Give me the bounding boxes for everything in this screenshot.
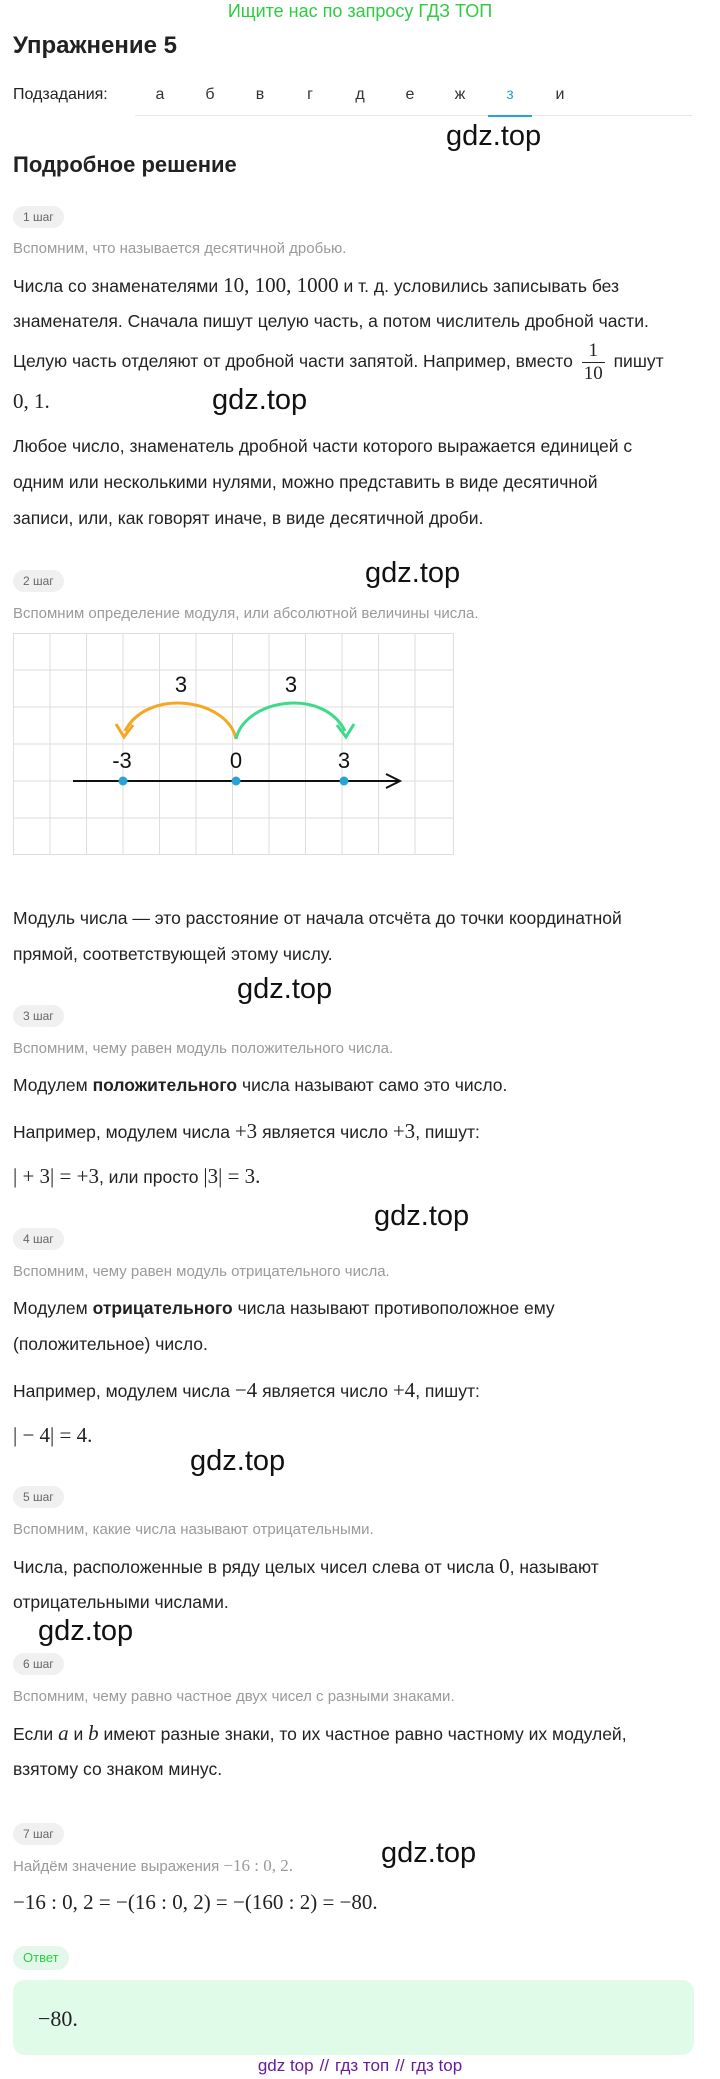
step-7-hint: Найдём значение выражения −16 : 0, 2. <box>13 1856 293 1875</box>
watermark: gdz.top <box>381 1837 477 1869</box>
arc-left-label: 3 <box>174 672 188 697</box>
answer-value: −80. <box>38 2006 78 2031</box>
tab-subtask-d[interactable]: д <box>355 86 365 103</box>
subtasks-tabs <box>135 84 692 116</box>
watermark: gdz.top <box>237 973 333 1005</box>
tab-subtask-v[interactable]: в <box>255 86 265 103</box>
step-5-line-2: отрицательными числами. <box>13 1592 229 1612</box>
arc-left <box>125 703 236 739</box>
step-6-line-2: взятому со знаком минус. <box>13 1759 223 1779</box>
page-title: Упражнение 5 <box>13 32 177 59</box>
step-1-line-7: записи, или, как говорят иначе, в виде десятичной дроби. <box>13 508 484 528</box>
footer-link-gdz-top-ru[interactable]: гдз топ <box>335 2056 390 2075</box>
point-0 <box>232 777 241 786</box>
answer-badge: Ответ <box>13 1946 69 1970</box>
watermark: gdz.top <box>365 557 461 589</box>
arc-right-label: 3 <box>284 672 298 697</box>
arc-right <box>236 703 345 739</box>
step-6-line-1: Если a и b имеют разные знаки, то их частное равно частному их модулей, <box>13 1721 627 1745</box>
step-3-line-1: Модулем положительного числа называют само это число. <box>13 1075 508 1095</box>
tab-subtask-a[interactable]: а <box>155 86 165 103</box>
footer-links <box>0 2054 720 2078</box>
fraction-one-tenth: $\frac{1}{10}$ <box>583 340 603 384</box>
point-minus-3 <box>119 777 128 786</box>
step-4-line-1: Модулем отрицательного числа называют противоположное ему <box>13 1298 555 1318</box>
point-label-3: 3 <box>337 748 351 773</box>
step-1-line-4: 0, 1. <box>13 389 50 413</box>
footer-separator: // <box>319 2056 330 2075</box>
point-3 <box>340 777 349 786</box>
step-1-line-3: Целую часть отделяют от дробной части запятой. Например, вместо $\frac{1}{10}$ пишут <box>13 340 664 384</box>
step-3-line-3: | + 3| = +3, или просто |3| = 3. <box>13 1164 261 1188</box>
step-3-hint: Вспомним, чему равен модуль положительного числа. <box>13 1040 394 1057</box>
number-line-diagram <box>13 633 454 855</box>
step-3-line-2: Например, модулем числа +3 является число +3, пишут: <box>13 1119 480 1143</box>
step-badge-2: 2 шаг <box>13 570 64 592</box>
footer-separator: // <box>395 2056 405 2075</box>
step-1-line-6: одним или несколькими нулями, можно представить в виде десятичной <box>13 472 598 492</box>
step-4-hint: Вспомним, чему равен модуль отрицательного числа. <box>13 1263 390 1280</box>
step-badge-4: 4 шаг <box>13 1228 64 1250</box>
step-1-line-5: Любое число, знаменатель дробной части которого выражается единицей с <box>13 436 633 456</box>
step-1-hint: Вспомним, что называется десятичной дробью. <box>13 240 347 257</box>
watermark: gdz.top <box>212 384 308 416</box>
point-label-0: 0 <box>229 748 243 773</box>
step-7-calculation: −16 : 0, 2 = −(16 : 0, 2) = −(160 : 2) = −80. <box>13 1890 378 1914</box>
answer-box <box>13 1980 694 2055</box>
step-5-hint: Вспомним, какие числа называют отрицательными. <box>13 1521 374 1538</box>
step-badge-3: 3 шаг <box>13 1005 64 1027</box>
promo-banner[interactable]: Ищите нас по запросу ГДЗ ТОП <box>227 1 493 21</box>
step-4-line-3: Например, модулем числа −4 является число +4, пишут: <box>13 1378 480 1402</box>
step-badge-6: 6 шаг <box>13 1653 64 1675</box>
tab-subtask-b[interactable]: б <box>205 86 215 103</box>
step-2-line-1: Модуль числа — это расстояние от начала отсчёта до точки координатной <box>13 908 622 928</box>
step-badge-7: 7 шаг <box>13 1823 64 1845</box>
watermark: gdz.top <box>374 1200 470 1232</box>
tab-subtask-g[interactable]: г <box>307 86 313 103</box>
step-1-line-1: Числа со знаменателями 10, 100, 1000 и т. д. условились записывать без <box>13 273 620 297</box>
tab-subtask-e[interactable]: е <box>405 86 415 103</box>
tab-subtask-z-active[interactable]: з <box>485 84 535 116</box>
step-badge-1: 1 шаг <box>13 206 64 228</box>
step-1-line-2: знаменателя. Сначала пишут целую часть, а потом числитель дробной части. <box>13 311 649 331</box>
step-4-line-4: | − 4| = 4. <box>13 1423 93 1447</box>
watermark: gdz.top <box>38 1615 134 1647</box>
step-6-hint: Вспомним, чему равно частное двух чисел с разными знаками. <box>13 1688 455 1705</box>
step-4-line-2: (положительное) число. <box>13 1334 208 1354</box>
subtasks-label: Подзадания: <box>13 86 108 103</box>
footer-link-gdz-top[interactable]: gdz top <box>257 2056 314 2075</box>
watermark: gdz.top <box>446 120 542 152</box>
tab-subtask-i[interactable]: и <box>555 86 565 103</box>
watermark: gdz.top <box>190 1445 286 1477</box>
point-label-minus-3: -3 <box>112 748 132 773</box>
tab-subtask-zh[interactable]: ж <box>454 86 466 103</box>
step-2-line-2: прямой, соответствующей этому числу. <box>13 944 333 964</box>
solution-heading: Подробное решение <box>13 152 237 177</box>
step-5-line-1: Числа, расположенные в ряду целых чисел слева от числа 0, называют <box>13 1554 599 1578</box>
step-badge-5: 5 шаг <box>13 1486 64 1508</box>
step-2-hint: Вспомним определение модуля, или абсолютной величины числа. <box>13 605 479 622</box>
footer-link-gdz-top-mixed[interactable]: гдз top <box>410 2056 463 2075</box>
